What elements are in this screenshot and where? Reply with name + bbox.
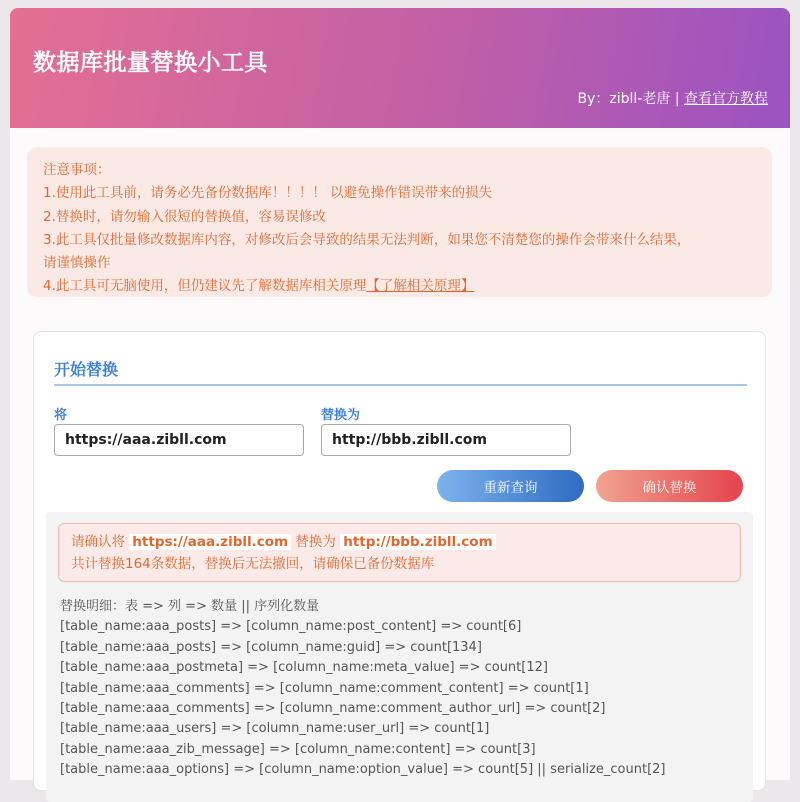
confirm-message xyxy=(58,523,741,582)
details-row: [table_name:aaa_zib_message] => [column_name:content] => count[3] xyxy=(60,741,536,757)
title-divider xyxy=(54,384,747,386)
byline-separator: | xyxy=(674,91,680,107)
details-row: [table_name:aaa_comments] => [column_name:comment_author_url] => count[2] xyxy=(60,701,606,717)
confirm-replace-button[interactable]: 确认替换 xyxy=(596,470,743,502)
notice-item: 3.此工具仅批量修改数据库内容，对修改后会导致的结果无法判断，如果您不清楚您的操作会带来什么结果， xyxy=(43,231,691,248)
requery-button[interactable]: 重新查询 xyxy=(437,470,584,502)
author-byline xyxy=(578,88,768,108)
notice-item: 4.此工具可无脑使用，但仍建议先了解数据库相关原理 xyxy=(43,278,367,295)
main-card xyxy=(10,128,790,780)
notice-item: 1.使用此工具前，请务必先备份数据库！！！！ 以避免操作错误带来的损失 xyxy=(43,185,493,202)
confirm-middle: 替换为 xyxy=(295,534,336,550)
details-row: [table_name:aaa_comments] => [column_name:comment_content] => count[1] xyxy=(60,680,589,696)
confirm-from-value: https://aaa.zibll.com xyxy=(129,534,291,550)
notice-box xyxy=(27,147,772,297)
details-row: [table_name:aaa_postmeta] => [column_name:meta_value] => count[12] xyxy=(60,660,548,676)
replace-details xyxy=(60,597,666,781)
details-row: [table_name:aaa_options] => [column_name:option_value] => count[5] || serialize_count[2] xyxy=(60,762,666,778)
notice-item: 请谨慎操作 xyxy=(43,255,111,272)
result-area xyxy=(46,512,753,802)
to-label: 替换为 xyxy=(321,408,361,423)
page-header xyxy=(10,8,790,128)
tutorial-link[interactable]: 查看官方教程 xyxy=(684,91,768,107)
to-input[interactable] xyxy=(321,424,571,456)
replace-panel xyxy=(33,331,766,791)
confirm-line-1 xyxy=(71,531,728,553)
details-row: [table_name:aaa_posts] => [column_name:post_content] => count[6] xyxy=(60,619,522,635)
confirm-prefix: 请确认将 xyxy=(71,534,125,550)
details-header: 替换明细：表 => 列 => 数量 || 序列化数量 xyxy=(60,599,320,614)
confirm-line-2: 共计替换164条数据，替换后无法撤回，请确保已备份数据库 xyxy=(71,556,435,572)
notice-item-last xyxy=(43,275,756,298)
confirm-to-value: http://bbb.zibll.com xyxy=(340,534,495,550)
principle-link[interactable]: 【了解相关原理】 xyxy=(366,278,475,295)
from-label: 将 xyxy=(54,408,68,423)
details-row: [table_name:aaa_users] => [column_name:user_url] => count[1] xyxy=(60,721,490,737)
author-label: By：zibll-老唐 xyxy=(577,91,671,107)
from-input[interactable] xyxy=(54,424,304,456)
panel-title: 开始替换 xyxy=(54,360,119,379)
page-title: 数据库批量替换小工具 xyxy=(33,50,268,76)
details-row: [table_name:aaa_posts] => [column_name:guid] => count[134] xyxy=(60,639,482,655)
notice-item: 2.替换时，请勿输入很短的替换值，容易误修改 xyxy=(43,208,326,225)
notice-heading: 注意事项： xyxy=(43,162,111,178)
